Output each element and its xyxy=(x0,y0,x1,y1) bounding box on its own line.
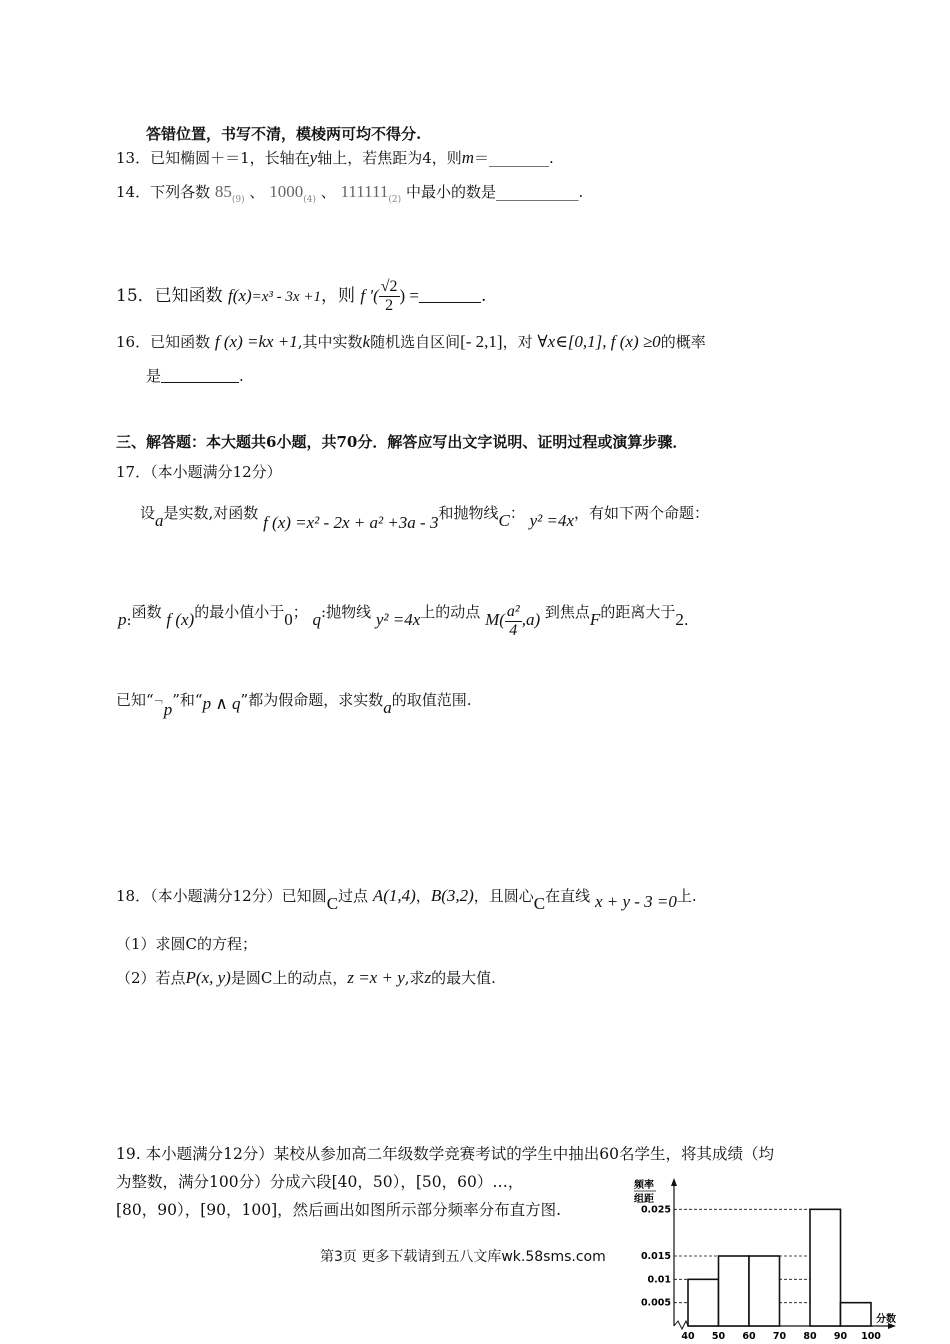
histogram-bar xyxy=(841,1303,872,1326)
x-axis-label: 分数 xyxy=(876,1314,896,1325)
question-18-part1: （1）求圆C的方程； xyxy=(116,935,258,953)
page-footer: 第3页 更多下载请到五八文库wk.58sms.com xyxy=(320,1249,606,1265)
fraction-a2-over-4: $\frac{\text{a²}}{4}$ xyxy=(506,602,520,639)
question-19-line3: [80，90），[90，100]，然后画出如图所示部分频率分布直方图. xyxy=(116,1201,562,1219)
y-tick-label: 0.01 xyxy=(647,1274,671,1286)
histogram-bar xyxy=(810,1209,841,1326)
x-tick-label: 40 xyxy=(681,1331,695,1342)
question-17-line1: 设a是实数,对函数 f (x) =x² - 2x + a² +3a - 3和抛物线C： y² =4x，有如下两个命题： xyxy=(140,504,710,532)
x-tick-label: 70 xyxy=(772,1331,787,1342)
histogram-bar xyxy=(719,1256,750,1326)
question-19-line2: 为整数，满分100分）分成六段[40，50），[50，60）…， xyxy=(116,1173,524,1191)
y-tick-label: 0.005 xyxy=(640,1297,671,1309)
y-tick-label: 0.015 xyxy=(640,1251,671,1262)
histogram-bar xyxy=(749,1256,780,1326)
question-13: 13．已知椭圆＋＝1，长轴在y轴上，若焦距为4，则m＝________. xyxy=(116,148,554,167)
answer-blank xyxy=(161,368,239,383)
question-15: 15．已知函数 f(x)=x³ - 3x +1，则 f ′( $\frac{√2}{2}$ ) = . xyxy=(116,278,487,314)
question-18-part2: （2）若点P(x, y)是圆C上的动点，z =x + y,求z的最大值. xyxy=(116,968,496,987)
section-3-heading: 三、解答题：本大题共6小题，共70分．解答应写出文字说明、证明过程或演算步骤． xyxy=(116,433,688,451)
question-19-line1: 19. 本小题满分12分）某校从参加高二年级数学竞赛考试的学生中抽出60名学生，将其成绩（均 xyxy=(116,1145,775,1163)
question-14: 14．下列各数 $85_{(9)}$ 、 $1000_{(4)}$ 、 $111111_{(2)}$ 中最小的数是___________. xyxy=(116,182,584,205)
frequency-histogram xyxy=(620,1176,910,1344)
scoring-notice: 答错位置，书写不清，模棱两可均不得分. xyxy=(146,125,422,143)
y-tick-label: 0.025 xyxy=(640,1204,671,1216)
fraction-sqrt2-over-2: $\frac{√2}{2}$ xyxy=(380,278,398,314)
x-tick-label: 90 xyxy=(833,1331,848,1342)
answer-blank xyxy=(419,288,481,303)
question-16-line2: 是 . xyxy=(146,367,244,385)
x-tick-label: 60 xyxy=(742,1331,756,1342)
axis-break xyxy=(674,1321,688,1329)
question-17-line3: 已知“¬p”和“p ∧ q”都为假命题，求实数a的取值范围. xyxy=(116,691,472,719)
y-axis-label-top: 频率 xyxy=(634,1180,654,1191)
question-17-header: 17．（本小题满分12分） xyxy=(116,463,282,481)
y-axis-arrow xyxy=(671,1178,677,1186)
x-tick-label: 100 xyxy=(861,1331,881,1342)
histogram-bar xyxy=(688,1279,719,1326)
question-18-line1: 18．（本小题满分12分）已知圆C过点 A(1,4)，B(3,2)，且圆心C在直线 x + y - 3 =0上. xyxy=(116,886,697,913)
x-tick-label: 50 xyxy=(711,1331,726,1342)
y-axis-label-bottom: 组距 xyxy=(634,1194,654,1205)
question-17-line2: p:函数 f (x)的最小值小于0； q:抛物线 y² =4x上的动点 M( $\frac{\text{a²}}{4}$ ,a) 到焦点F的距离大于2. xyxy=(118,602,689,639)
question-16: 16．已知函数 f (x) =kx +1,其中实数k随机选自区间[- 2,1]，对 ∀x∈[0,1], f (x) ≥0的概率 xyxy=(116,332,706,351)
x-tick-label: 80 xyxy=(803,1331,817,1342)
